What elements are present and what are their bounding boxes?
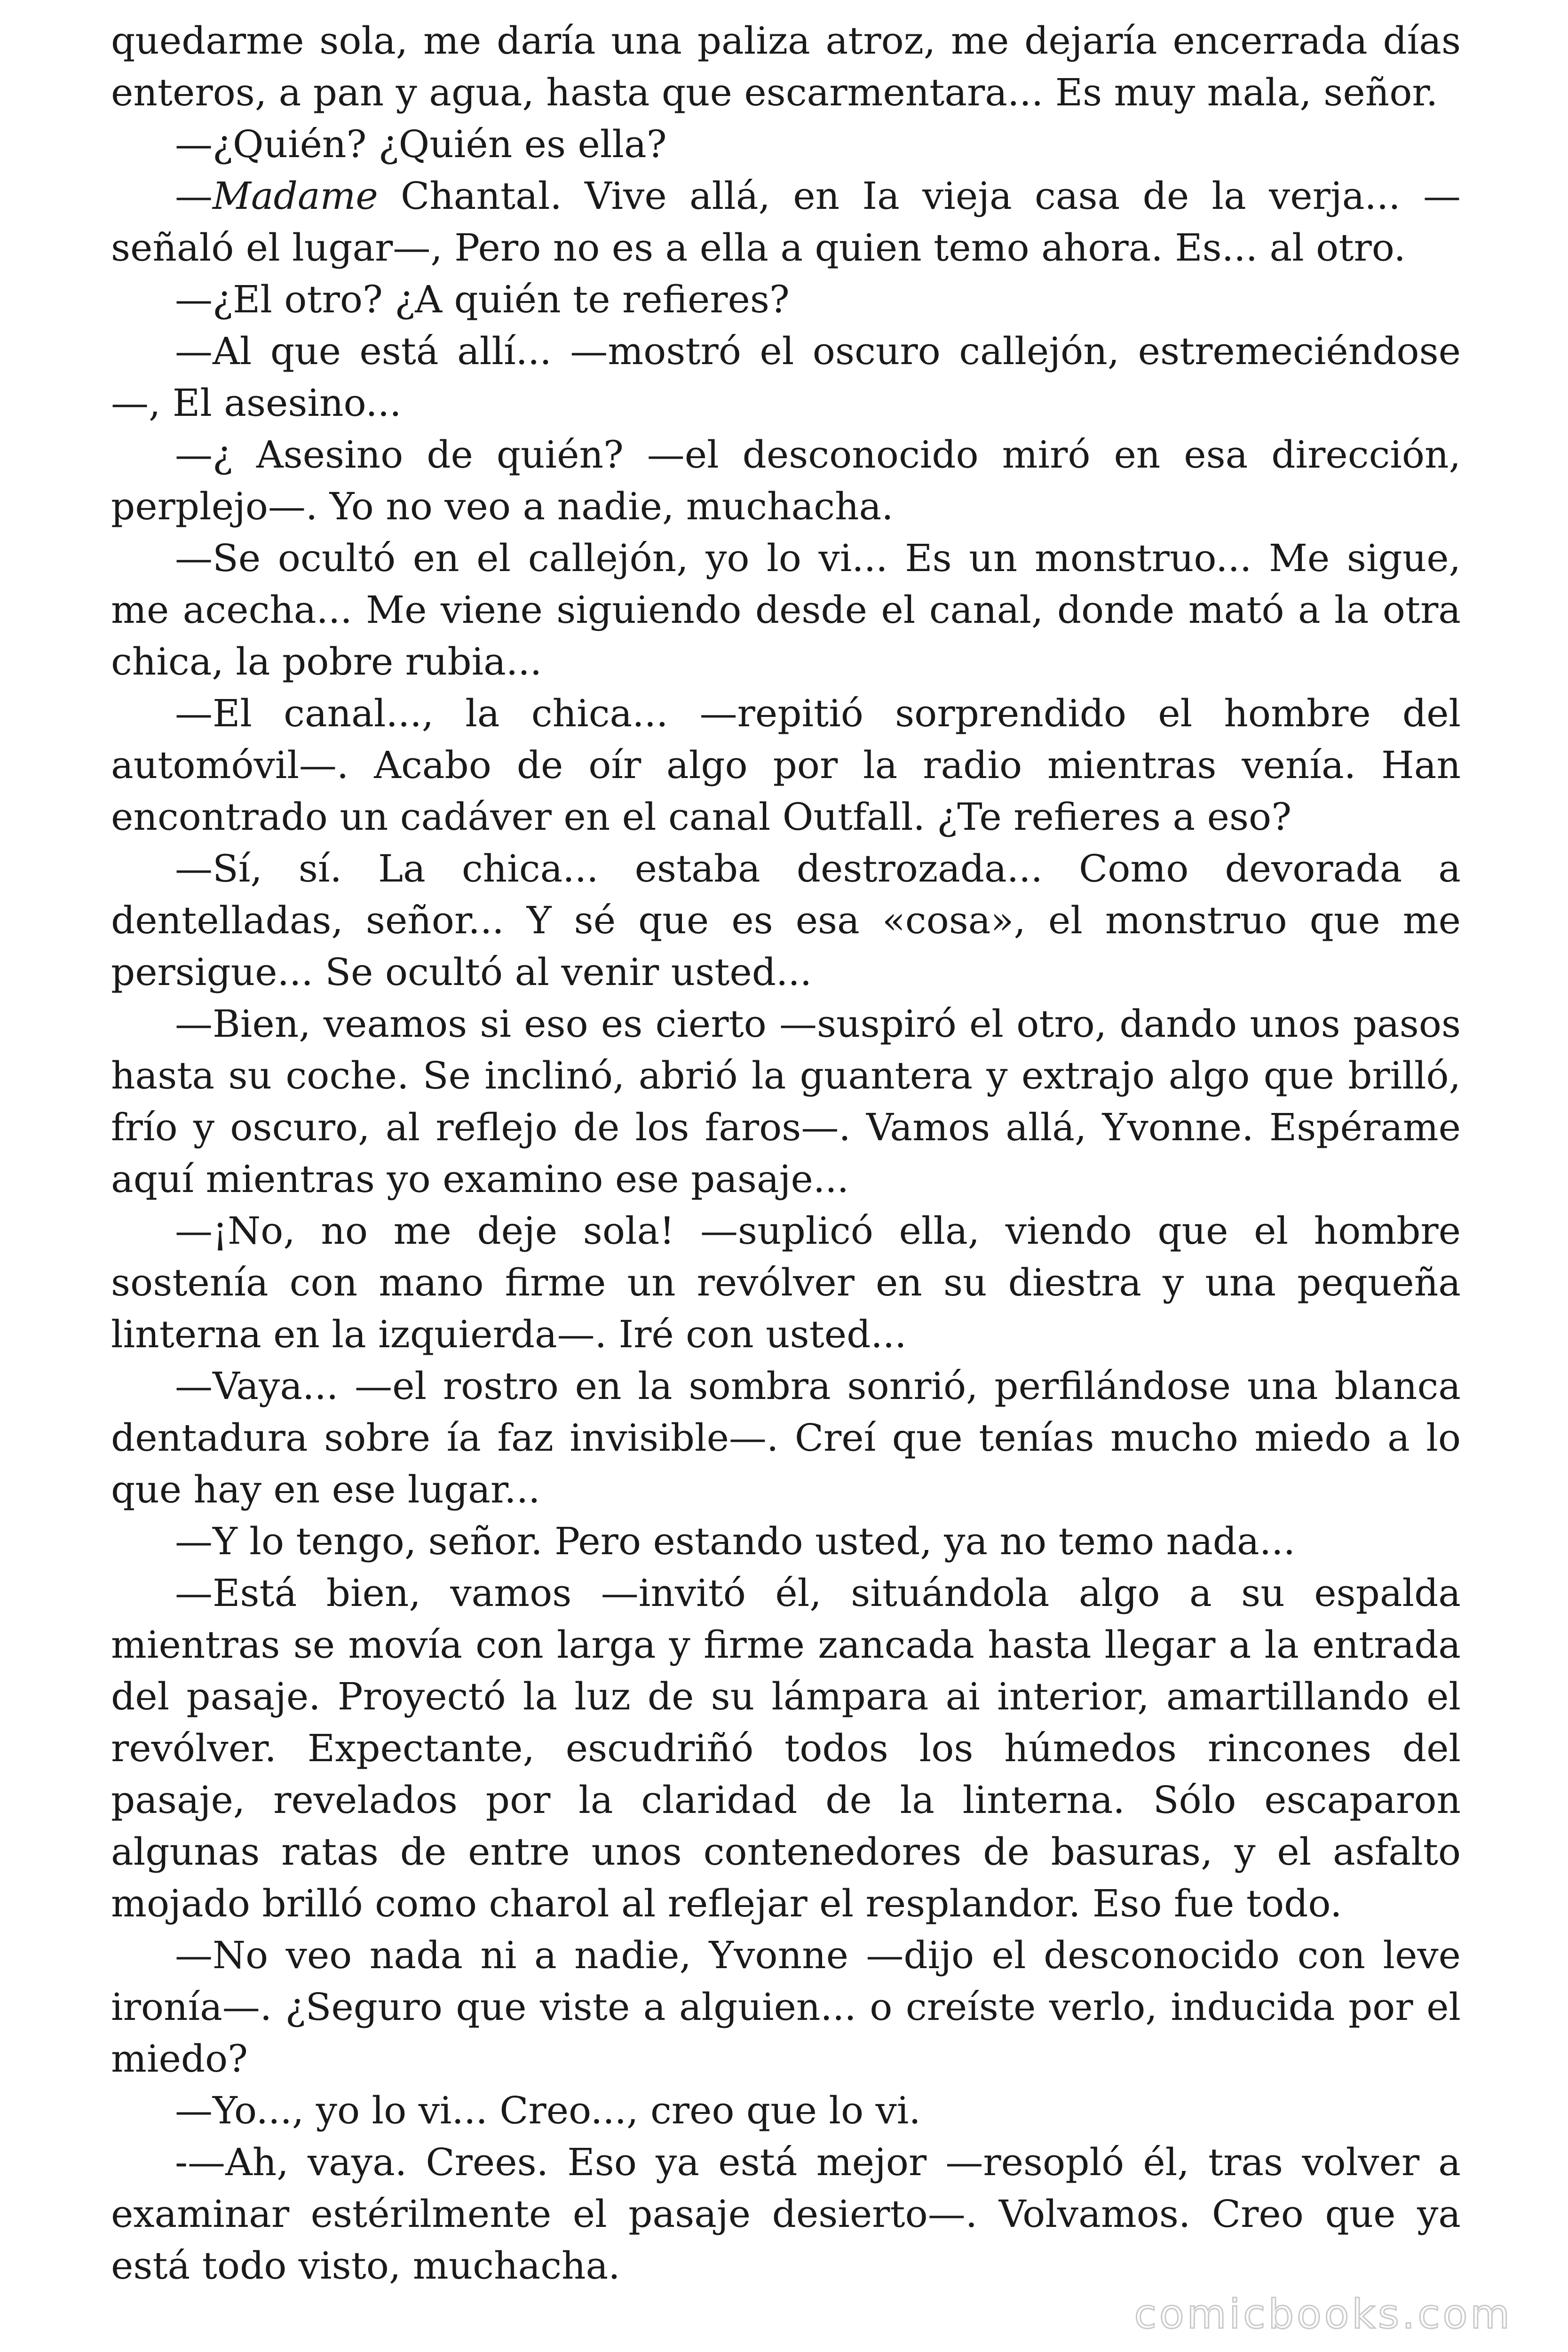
paragraph: —Yo..., yo lo vi... Creo..., creo que lo vi. xyxy=(175,2089,921,2132)
paragraph: quedarme sola, me daría una paliza atroz, me dejaría encerrada días enteros, a pan y agua, hasta que escarmentara... Es muy mala, señor. xyxy=(111,19,1461,114)
paragraph: —¿ Asesino de quién? —el desconocido miró en esa dirección, perplejo—. Yo no veo a nadie, muchacha. xyxy=(111,433,1461,528)
paragraph: -—Ah, vaya. Crees. Eso ya está mejor —resopló él, tras volver a examinar estérilmente el pasaje desierto—. Volvamos. Creo que ya está todo visto, muchacha. xyxy=(111,2140,1461,2288)
paragraph: —Vaya... —el rostro en la sombra sonrió, perfilándose una blanca dentadura sobre ía faz invisible—. Creí que tenías mucho miedo a lo que hay en ese lugar... xyxy=(111,1364,1461,1511)
paragraph: —¿Quién? ¿Quién es ella? xyxy=(175,122,667,166)
body-text xyxy=(111,15,1461,2292)
paragraph: —¿El otro? ¿A quién te refieres? xyxy=(175,278,790,321)
paragraph: —Está bien, vamos —invitó él, situándola algo a su espalda mientras se movía con larga y firme zancada hasta llegar a la entrada del pasaje. Proyectó la luz de su lámpara ai interior, amartillando el revólver. Expectante, escudriñó todos los húmedos rincones del pasaje, revelados por la claridad de la linterna. Sólo escaparon algunas ratas de entre unos contenedores de basuras, y el asfalto mojado brilló como charol al reflejar el resplandor. Eso fue todo. xyxy=(111,1571,1461,1925)
paragraph: —¡No, no me deje sola! —suplicó ella, viendo que el hombre sostenía con mano firme un revólver en su diestra y una pequeña linterna en la izquierda—. Iré con usted... xyxy=(111,1209,1461,1356)
paragraph: —El canal..., la chica... —repitió sorprendido el hombre del automóvil—. Acabo de oír algo por la radio mientras venía. Han encontrado un cadáver en el canal Outfall. ¿Te refieres a eso? xyxy=(111,691,1461,839)
paragraph: —Madame Chantal. Vive allá, en Ia vieja casa de la verja... —señaló el lugar—, Pero no es a ella a quien temo ahora. Es... al otro. xyxy=(111,174,1461,270)
paragraph: —Al que está allí... —mostró el oscuro callejón, estremeciéndose —, El asesino... xyxy=(111,329,1461,425)
paragraph: —Bien, veamos si eso es cierto —suspiró el otro, dando unos pasos hasta su coche. Se inclinó, abrió la guantera y extrajo algo que brilló, frío y oscuro, al reflejo de los faros—. Vamos allá, Yvonne. Espérame aquí mientras yo examino ese pasaje... xyxy=(111,1002,1461,1201)
paragraph: —Sí, sí. La chica... estaba destrozada... Como devorada a dentelladas, señor... Y sé que es esa «cosa», el monstruo que me persigue... Se ocultó al venir usted... xyxy=(111,847,1461,994)
paragraph: —Se ocultó en el callejón, yo lo vi... Es un monstruo... Me sigue, me acecha... Me viene siguiendo desde el canal, donde mató a la otra chica, la pobre rubia... xyxy=(111,536,1461,683)
paragraph: —Y lo tengo, señor. Pero estando usted, ya no temo nada... xyxy=(175,1519,1295,1563)
paragraph: —No veo nada ni a nadie, Yvonne —dijo el desconocido con leve ironía—. ¿Seguro que viste a alguien... o creíste verlo, inducida por el miedo? xyxy=(111,1933,1461,2081)
watermark: comicbooks.com xyxy=(1134,2291,1513,2338)
